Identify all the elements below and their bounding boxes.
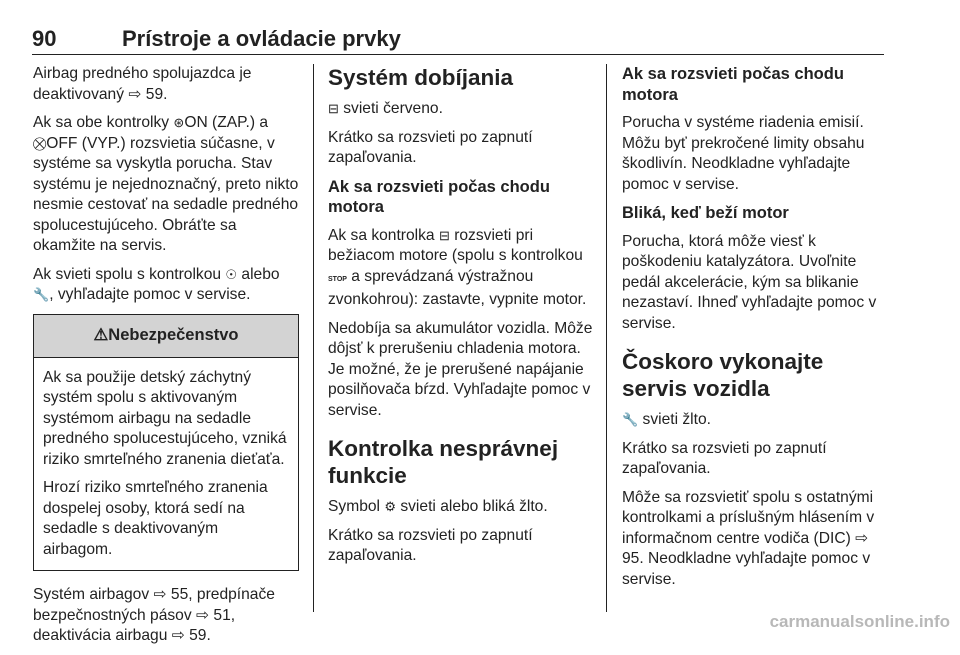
text: Ak sa obe kontrolky: [33, 114, 174, 131]
paragraph: [33, 64, 299, 105]
text: 59.: [189, 627, 211, 644]
cross-references: [33, 585, 299, 647]
wrench-icon: 🔧: [33, 287, 50, 302]
column-divider: [313, 64, 314, 612]
text: Ak sa kontrolka: [328, 226, 439, 244]
paragraph: [328, 226, 594, 311]
text: svieti alebo bliká žlto.: [396, 498, 548, 515]
warning-paragraph: Hrozí riziko smrteľného zranenia dospelej osoby, ktorá sedí na sedadle s deaktivovaným airbagom.: [43, 479, 268, 558]
text: rozsvieti pri bežiacom motore (spolu s kontrolkou: [328, 226, 583, 264]
page-reference: 59.: [145, 85, 168, 103]
column-left: [33, 64, 299, 655]
page-reference-arrow-icon: ⇨: [195, 606, 210, 624]
text: Ak svieti spolu s kontrolkou: [33, 265, 226, 283]
text: alebo: [237, 265, 280, 283]
paragraph: Nedobíja sa akumulátor vozidla. Môže dôjsť k prerušeniu chladenia motora. Je možné, že je prerušené napájanie posilňovača bŕzd. Vyhľadajte pomoc v servise.: [328, 319, 593, 419]
warning-header: [34, 315, 298, 358]
warning-body: [34, 358, 298, 571]
subsection-heading: Ak sa rozsvieti počas chodu motora: [622, 65, 844, 104]
text: 51, deaktivácia airbagu: [33, 606, 236, 644]
page-reference-arrow-icon: ⇨: [855, 529, 869, 547]
paragraph: [622, 488, 888, 591]
page-header: [32, 26, 884, 55]
text: a sprevádzaná výstražnou zvonkohrou): zastavte, vypnite motor.: [328, 267, 587, 308]
page-reference-arrow-icon: ⇨: [171, 627, 185, 644]
engine-icon: ⚙: [384, 499, 396, 514]
text: Airbag predného spolujazdca je deaktivovaný: [33, 65, 252, 103]
paragraph: [328, 497, 594, 518]
text: Môže sa rozsvietiť spolu s ostatnými kontrolkami a príslušným hlásením v informačnom centre vodiča (DIC): [622, 488, 875, 547]
page-number: 90: [32, 26, 57, 51]
section-heading: Kontrolka nesprávnej funkcie: [328, 436, 559, 488]
paragraph: [328, 99, 594, 120]
warning-triangle-icon: ⚠: [93, 326, 109, 345]
wrench-icon: 🔧: [622, 412, 639, 427]
seat-occupant-icon: ☉: [225, 266, 238, 282]
paragraph: [622, 410, 888, 431]
text: 95. Neodkladne vyhľadajte pomoc v servise.: [622, 550, 871, 588]
paragraph: [33, 265, 299, 306]
text: , vyhľadajte pomoc v servise.: [49, 286, 251, 303]
page-reference-arrow-icon: ⇨: [128, 85, 142, 103]
warning-box: [33, 314, 299, 572]
text: ON (ZAP.) a: [184, 114, 269, 131]
subsection-heading: Bliká, keď beží motor: [622, 204, 789, 222]
text: OFF (VYP.) rozsvietia súčasne, v systéme sa vyskytla porucha. Stav systému je nejednoznačný, preto nikto nesmie cestovať na sedadle predného spolucestujúceho. Obráťte sa okamžite na servis.: [33, 134, 299, 254]
airbag-on-icon: ⊛: [173, 115, 185, 130]
column-divider: [606, 64, 607, 612]
section-heading: Systém dobíjania: [328, 65, 514, 90]
column-middle: [328, 64, 594, 575]
warning-title: Nebezpečenstvo: [108, 326, 239, 345]
warning-paragraph: Ak sa použije detský záchytný systém spolu s aktivovaným systémom airbagu na sedadle predného spolucestujúceho, vzniká riziko smrteľného zranenia dieťaťa.: [43, 368, 287, 468]
section-heading: Čoskoro vykonajte servis vozidla: [622, 349, 824, 401]
text: 55, predpínače bezpečnostných pásov: [33, 586, 275, 624]
paragraph: Krátko sa rozsvieti po zapnutí zapaľovania.: [328, 526, 533, 564]
text: Symbol: [328, 498, 385, 515]
stop-icon: STOP: [328, 275, 347, 283]
paragraph: Krátko sa rozsvieti po zapnutí zapaľovania.: [328, 128, 533, 166]
paragraph: Porucha v systéme riadenia emisií. Môžu byť prekročené limity obsahu škodlivín. Neodkladne vyhľadajte pomoc v servise.: [622, 114, 865, 193]
column-right: [622, 64, 888, 598]
airbag-off-icon: ⛒: [33, 135, 47, 151]
text: svieti červeno.: [338, 100, 443, 117]
text: svieti žlto.: [638, 411, 711, 428]
paragraph: [33, 113, 299, 257]
page-reference-arrow-icon: ⇨: [153, 586, 167, 603]
text: Systém airbagov: [33, 586, 154, 603]
subsection-heading: Ak sa rozsvieti počas chodu motora: [328, 177, 550, 216]
battery-icon: ⊟: [328, 101, 339, 116]
page-title: Prístroje a ovládacie prvky: [122, 26, 401, 51]
paragraph: Porucha, ktorá môže viesť k poškodeniu katalyzátora. Uvoľnite pedál akcelerácie, kým sa blikanie nezastaví. Ihneď vyhľadajte pomoc v servise.: [622, 232, 877, 332]
watermark: carmanualsonline.info: [769, 612, 950, 631]
battery-icon: ⊟: [438, 227, 450, 243]
paragraph: Krátko sa rozsvieti po zapnutí zapaľovania.: [622, 439, 827, 477]
